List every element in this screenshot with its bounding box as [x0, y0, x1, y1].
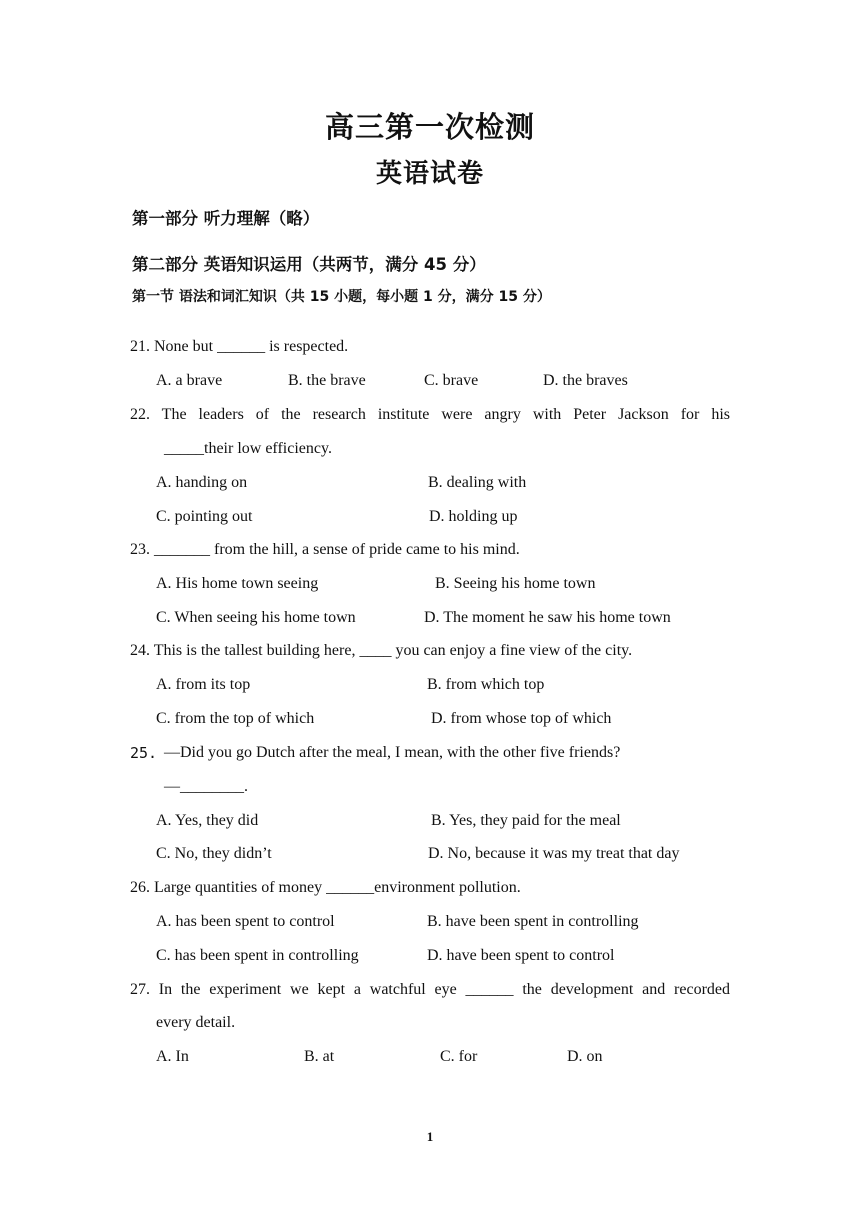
question-stem: 21. None but ______ is respected.: [130, 338, 349, 355]
option-a: A. from its top: [156, 676, 251, 693]
option-d: D. on: [567, 1048, 603, 1065]
option-c: C. brave: [424, 372, 479, 389]
option-d: D. No, because it was my treat that day: [428, 845, 680, 862]
option-a: A. a brave: [156, 372, 223, 389]
option-c: C. from the top of which: [156, 710, 315, 727]
option-d: D. holding up: [429, 508, 518, 525]
option-d: D. have been spent to control: [427, 947, 615, 964]
option-c: C. has been spent in controlling: [156, 947, 359, 964]
option-a: A. handing on: [156, 474, 248, 491]
option-c: C. When seeing his home town: [156, 609, 356, 626]
exam-subtitle: 英语试卷: [375, 159, 484, 189]
option-a: A. Yes, they did: [156, 812, 259, 829]
question-stem: —Did you go Dutch after the meal, I mean, with the other five friends?: [164, 744, 621, 761]
option-d: D. from whose top of which: [431, 710, 612, 727]
option-a: A. has been spent to control: [156, 913, 335, 930]
option-b: B. have been spent in controlling: [427, 913, 639, 930]
part-1-heading: 第一部分 听力理解（略）: [132, 209, 320, 228]
question-stem-continuation: _____their low efficiency.: [164, 440, 332, 457]
question-stem-continuation: —________.: [164, 778, 248, 795]
page-number: 1: [426, 1129, 434, 1144]
section-1-heading: 第一节 语法和词汇知识（共 15 小题，每小题 1 分，满分 15 分）: [132, 289, 551, 305]
question-number: 25.: [130, 744, 158, 762]
option-b: B. Yes, they paid for the meal: [431, 812, 621, 829]
option-c: C. for: [440, 1048, 478, 1065]
option-c: C. pointing out: [156, 508, 253, 525]
option-b: B. dealing with: [428, 474, 527, 491]
question-stem: 26. Large quantities of money ______environment pollution.: [130, 879, 521, 896]
option-c: C. No, they didn’t: [156, 845, 272, 862]
part-2-heading: 第二部分 英语知识运用（共两节，满分 45 分）: [132, 255, 486, 274]
question-stem: 24. This is the tallest building here, ____ you can enjoy a fine view of the city.: [130, 642, 633, 659]
option-b: B. from which top: [427, 676, 545, 693]
option-b: B. the brave: [288, 372, 366, 389]
option-d: D. the braves: [543, 372, 628, 389]
question-stem: 22. The leaders of the research institute were angry with Peter Jackson for his: [130, 406, 730, 423]
option-d: D. The moment he saw his home town: [424, 609, 671, 626]
option-a: A. In: [156, 1048, 189, 1065]
exam-title: 高三第一次检测: [324, 110, 535, 144]
option-b: B. at: [304, 1048, 335, 1065]
question-stem: 23. _______ from the hill, a sense of pride came to his mind.: [130, 541, 520, 558]
option-a: A. His home town seeing: [156, 575, 319, 592]
question-stem-continuation: every detail.: [156, 1014, 236, 1031]
option-b: B. Seeing his home town: [435, 575, 596, 592]
question-stem: 27. In the experiment we kept a watchful eye ______ the development and recorded: [130, 981, 730, 998]
